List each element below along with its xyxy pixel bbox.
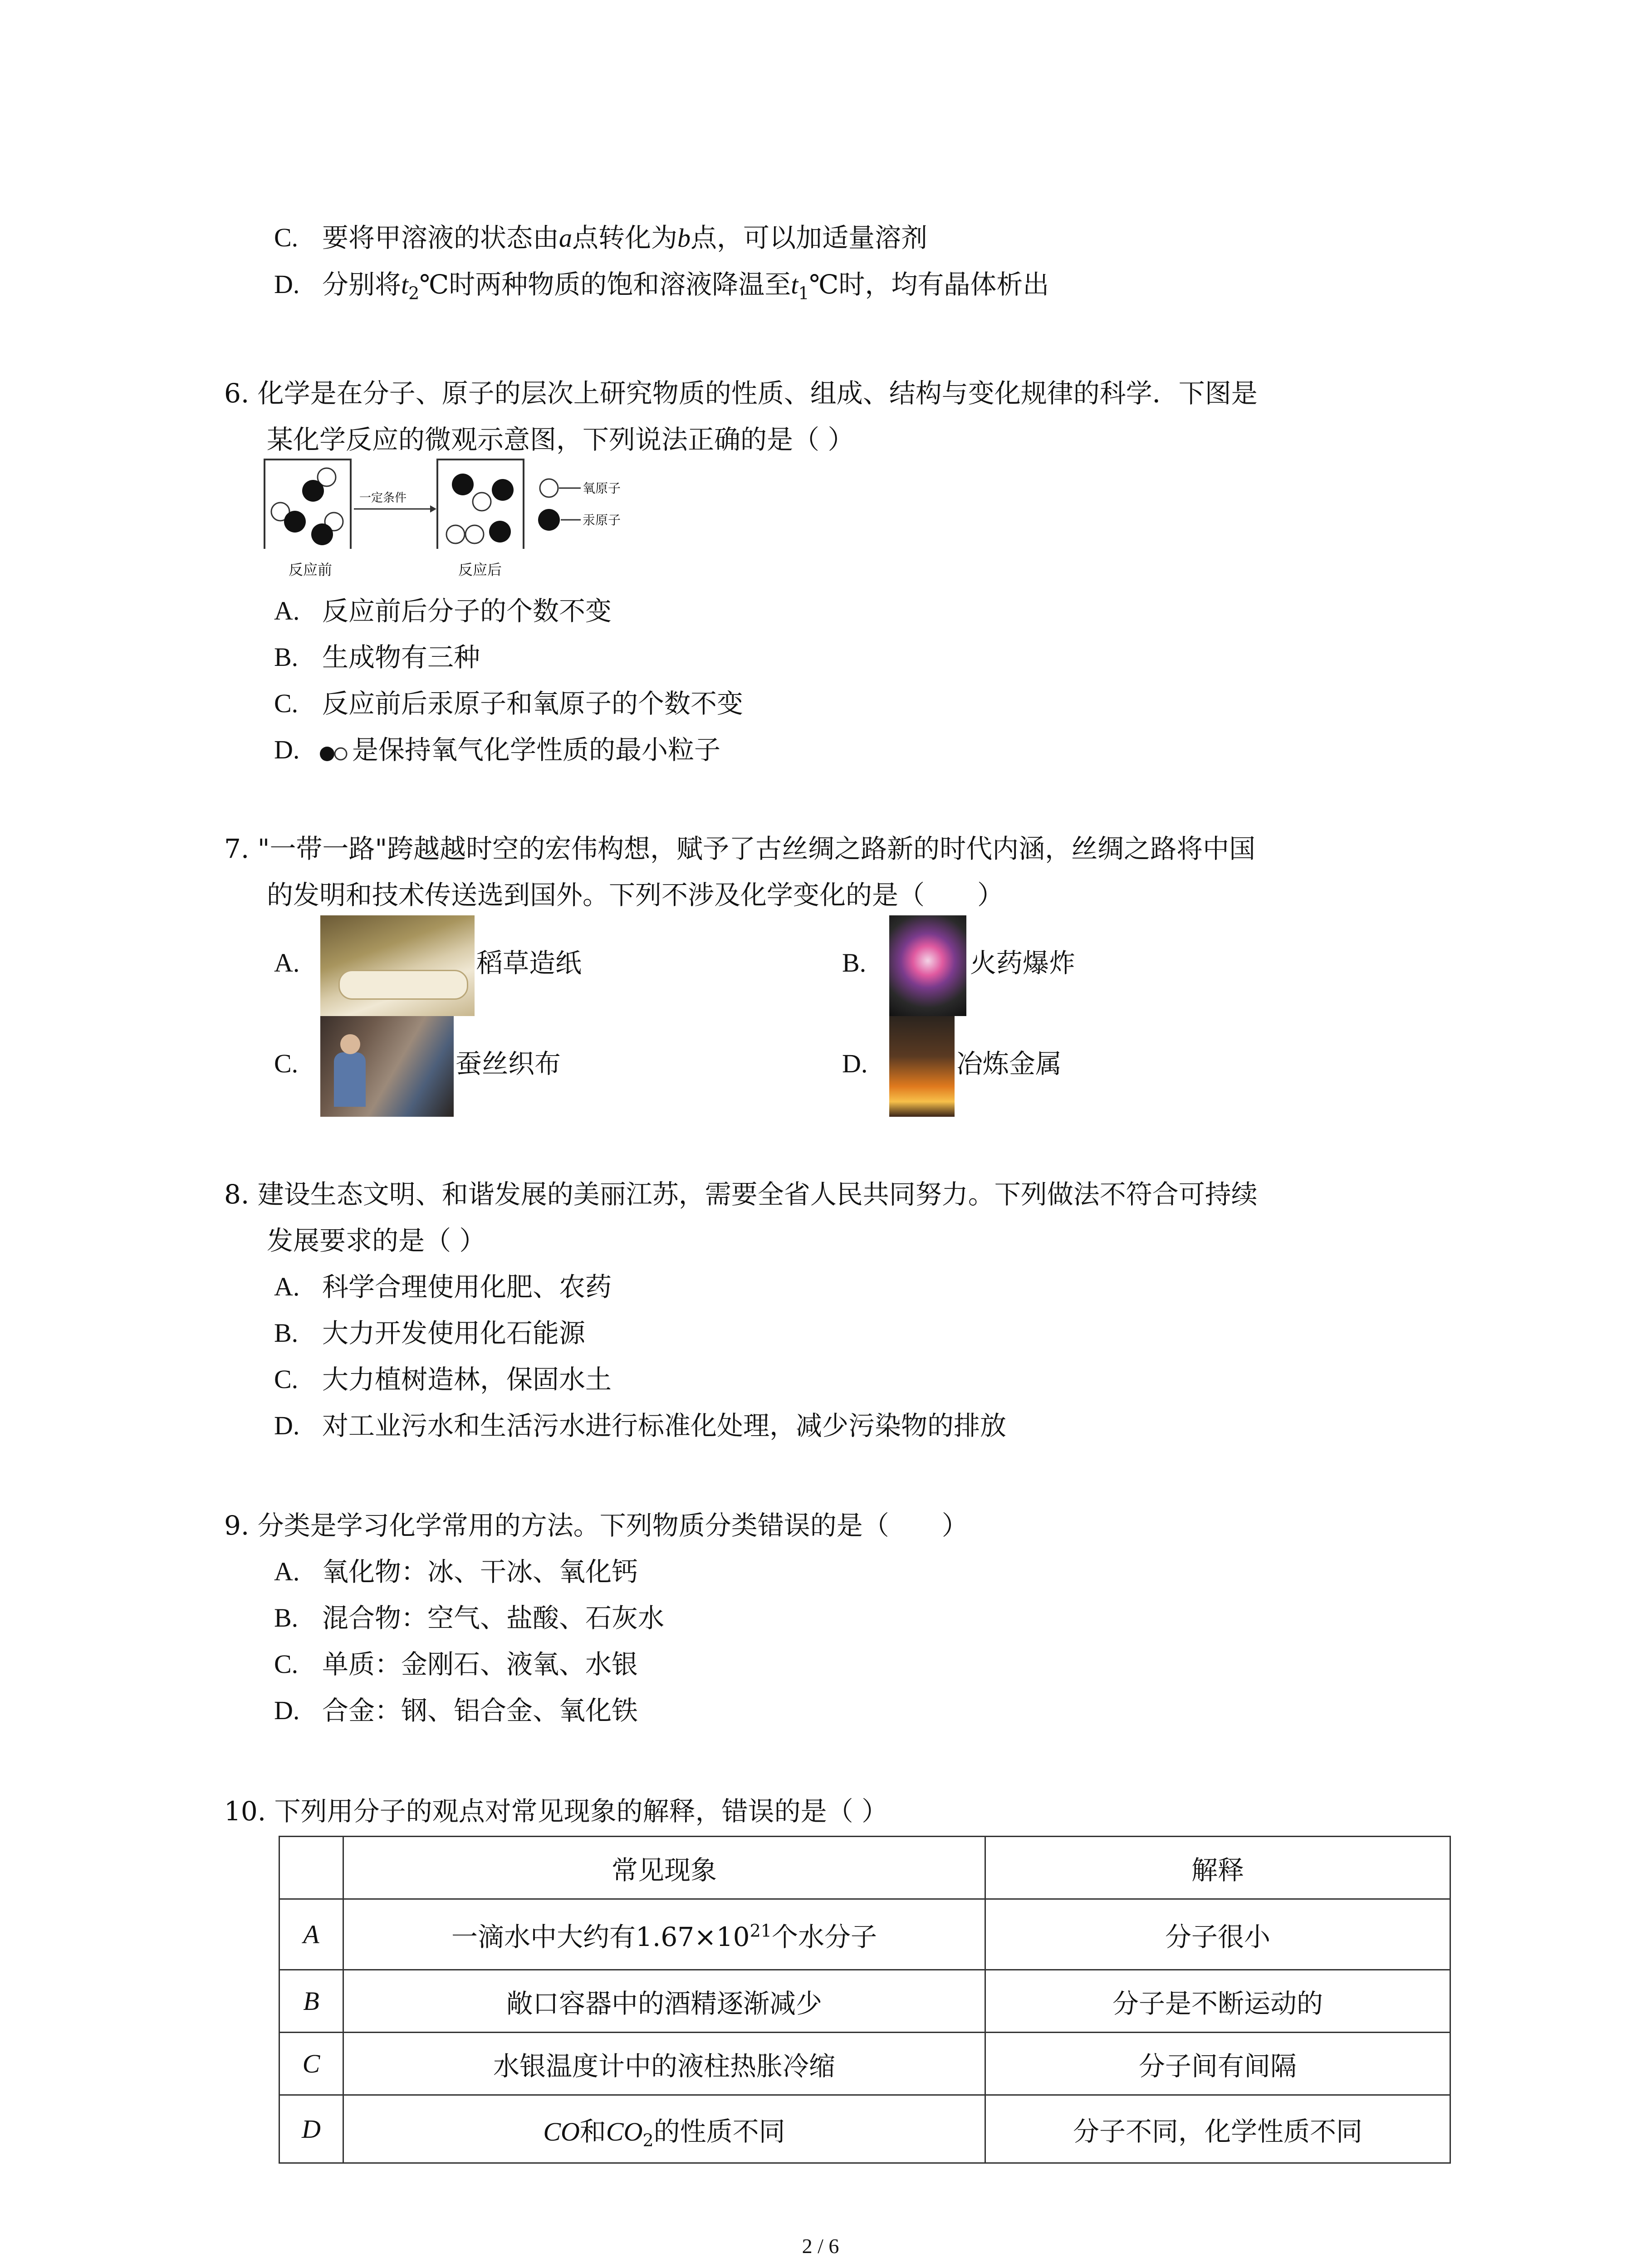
q8-stem-line1: 8. 建设生态文明、和谐发展的美丽江苏，需要全省人民共同努力。下列做法不符合可持续 [224,1179,1258,1210]
row-phenomenon: 敞口容器中的酒精逐渐减少 [343,1970,985,2033]
reaction-diagram [263,458,671,549]
q9-option-b-letter: B. [274,1603,299,1633]
q5d-t1: t [791,270,798,299]
legend-mercury-label: 汞原子 [583,513,621,528]
q5c-b: b [677,223,691,253]
row-key: A [279,1899,343,1970]
q5d-sub1: 1 [798,283,809,303]
rowD-sub: 2 [642,2130,654,2151]
page-number: 2 / 6 [802,2234,839,2258]
q6-option-d-text: 是保持氧气化学性质的最小粒子 [352,734,721,765]
silk-weaving-image [320,1016,454,1117]
q6-option-d-letter: D. [274,735,300,764]
q7-option-d-letter: D. [842,1049,868,1078]
mercury-atom [302,480,324,502]
table-row [279,1970,1450,2033]
q8-option-b-text: 大力开发使用化石能源 [322,1318,586,1349]
q6-option-c-letter: C. [274,689,299,718]
q6-option-b-text: 生成物有三种 [322,642,480,673]
q9-option-a-text: 氧化物：冰、干冰、氧化钙 [322,1556,638,1587]
rowA-post: 个水分子 [771,1921,877,1952]
q8-stem-line2: 发展要求的是（ ） [267,1225,486,1256]
q9-option-c-text: 单质：金刚石、液氧、水银 [322,1649,638,1680]
q8-option-a-text: 科学合理使用化肥、农药 [322,1271,612,1302]
rowD-co: CO [543,2116,580,2146]
q7-stem-line2: 的发明和技术传送选到国外。下列不涉及化学变化的是（ ） [267,880,1004,910]
q8-option-a-letter: A. [274,1272,300,1301]
q5-option-d-letter: D. [274,269,300,299]
row-explanation: 分子间有间隔 [985,2033,1450,2095]
row-explanation: 分子不同，化学性质不同 [985,2095,1450,2163]
row-explanation: 分子是不断运动的 [985,1970,1450,2033]
table-header-row [279,1837,1450,1899]
q9-stem-line1: 9. 分类是学习化学常用的方法。下列物质分类错误的是（ ） [224,1510,968,1541]
q5c-pre: 要将甲溶液的状态由 [322,222,559,253]
label-after-reaction: 反应后 [458,561,502,578]
q9-option-c-letter: C. [274,1649,299,1679]
rowD-co2: CO [606,2116,643,2146]
q9-option-a-letter: A. [274,1557,300,1586]
arrow-condition-label: 一定条件 [359,491,407,505]
mercury-atom [492,479,514,501]
hgo-molecule-icon [319,744,351,762]
q6-option-b-letter: B. [274,642,299,672]
legend-oxygen-icon [540,479,558,497]
row-phenomenon: 水银温度计中的液柱热胀冷缩 [343,2033,985,2095]
q6-option-a-text: 反应前后分子的个数不变 [322,596,612,626]
table-row [279,1899,1450,1970]
q6-stem-line2: 某化学反应的微观示意图，下列说法正确的是（ ） [267,424,854,455]
q5-option-c-letter: C. [274,223,299,252]
row-key: C [279,2033,343,2095]
legend-mercury-icon [538,509,560,531]
q5d-pre: 分别将 [322,269,402,300]
table-row [279,2033,1450,2095]
q5d-mid: ℃时两种物质的饱和溶液降温至 [419,269,791,300]
oxygen-atom [446,525,465,543]
q5d-t: t [401,270,409,299]
row-key: B [279,1970,343,2033]
rowA-pre: 一滴水中大约有1.67×10 [451,1921,750,1952]
paper-scroll-image [320,915,475,1016]
q5d-post: ℃时，均有晶体析出 [809,269,1049,300]
q5-option-d-text [322,269,1049,303]
q7-option-b-letter: B. [842,948,867,978]
mercury-atom [489,521,511,543]
legend-oxygen-label: 氧原子 [583,481,621,496]
q5d-sub2: 2 [408,283,420,303]
q6-option-c-text: 反应前后汞原子和氧原子的个数不变 [322,688,744,719]
row-key: D [279,2095,343,2163]
q6-option-a-letter: A. [274,596,300,626]
q7-option-c-letter: C. [274,1049,299,1078]
mercury-atom [452,474,474,495]
q7-option-b-text: 火药爆炸 [970,948,1076,978]
row-explanation: 分子很小 [985,1899,1450,1970]
q8-option-c-letter: C. [274,1364,299,1394]
q7-option-a-text: 稻草造纸 [476,948,582,978]
q5-option-c-text [322,222,928,253]
q10-stem-line1: 10. 下列用分子的观点对常见现象的解释，错误的是（ ） [224,1796,888,1827]
q6-stem-line1: 6. 化学是在分子、原子的层次上研究物质的性质、组成、结构与变化规律的科学．下图是 [224,378,1258,409]
q9-option-b-text: 混合物：空气、盐酸、石灰水 [322,1603,665,1633]
header-cell-explanation: 解释 [985,1837,1450,1899]
q5c-post: 点，可以加适量溶剂 [691,222,928,253]
rowA-sup: 21 [749,1921,772,1941]
row-phenomenon [343,1899,985,1970]
rowD-post: 的性质不同 [653,2116,785,2147]
header-cell-blank [279,1837,343,1899]
q8-option-d-letter: D. [274,1411,300,1440]
gunpowder-explosion-image [889,915,966,1016]
header-cell-phenomenon: 常见现象 [343,1837,985,1899]
table-row [279,2095,1450,2163]
metal-smelting-image [889,1016,955,1117]
mercury-atom [311,523,333,545]
mercury-atom [284,511,306,533]
q8-option-b-letter: B. [274,1318,299,1348]
rowD-and: 和 [579,2116,606,2147]
oxygen-atom [465,525,484,543]
oxygen-atom [473,493,491,511]
q5c-mid: 点转化为 [572,222,678,253]
q5c-a: a [559,223,573,253]
q10-table [279,1836,1451,2164]
q8-option-c-text: 大力植树造林，保固水土 [322,1364,612,1395]
q7-option-c-text: 蚕丝织布 [456,1048,561,1079]
q8-option-d-text: 对工业污水和生活污水进行标准化处理，减少污染物的排放 [322,1410,1007,1441]
q7-stem-line1: 7. "一带一路"跨越越时空的宏伟构想，赋予了古丝绸之路新的时代内涵，丝绸之路将中国 [224,833,1256,864]
label-before-reaction: 反应前 [289,561,333,578]
row-phenomenon [343,2095,985,2163]
q9-option-d-letter: D. [274,1696,300,1725]
q7-option-d-text: 冶炼金属 [956,1048,1062,1079]
q7-option-a-letter: A. [274,948,300,978]
q9-option-d-text: 合金：钢、铝合金、氧化铁 [322,1695,638,1726]
